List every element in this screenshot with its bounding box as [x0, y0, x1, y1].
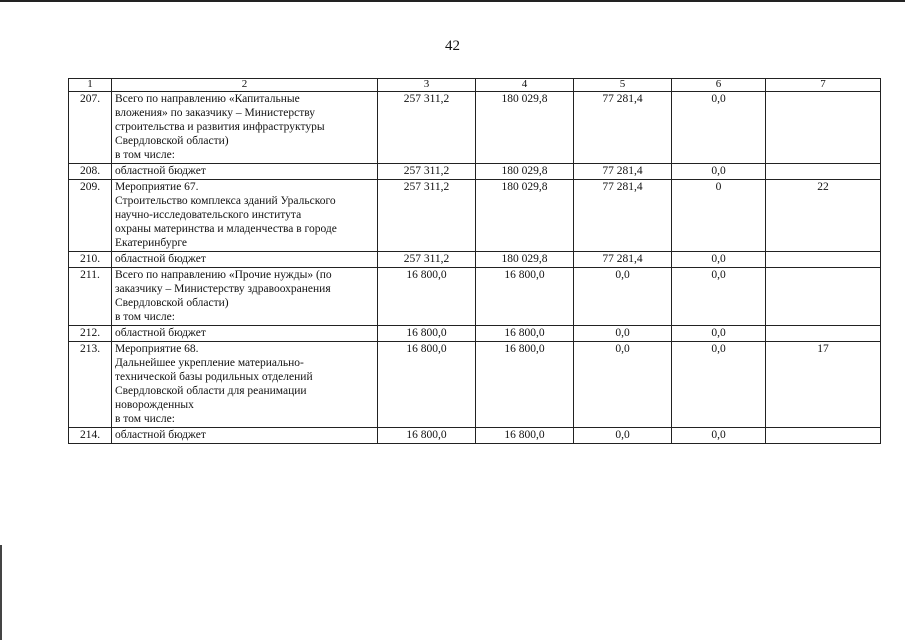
- value-col3: 257 311,2: [378, 180, 476, 252]
- row-number: 207.: [69, 92, 112, 164]
- column-header: 2: [112, 79, 378, 92]
- value-col3: 16 800,0: [378, 428, 476, 444]
- row-number: 214.: [69, 428, 112, 444]
- row-description: [112, 180, 378, 252]
- description-line: Свердловской области): [115, 135, 229, 147]
- value-col3: 16 800,0: [378, 326, 476, 342]
- table-row: [69, 180, 881, 252]
- table-row: [69, 92, 881, 164]
- value-col5: 77 281,4: [574, 180, 672, 252]
- row-description: [112, 268, 378, 326]
- description-line: охраны материнства и младенчества в городе: [115, 223, 337, 235]
- description-line: технической базы родильных отделений: [115, 371, 313, 383]
- value-col6: 0: [672, 180, 766, 252]
- row-description: [112, 92, 378, 164]
- row-description: [112, 326, 378, 342]
- value-col3: 257 311,2: [378, 164, 476, 180]
- table-body: [69, 79, 881, 444]
- value-col6: 0,0: [672, 164, 766, 180]
- page-number: 42: [445, 38, 460, 54]
- row-description: [112, 342, 378, 428]
- description-line: Дальнейшее укрепление материально-: [115, 357, 304, 369]
- row-number: 210.: [69, 252, 112, 268]
- value-col3: 257 311,2: [378, 92, 476, 164]
- description-line: областной бюджет: [115, 165, 206, 177]
- value-col6: 0,0: [672, 428, 766, 444]
- value-col7: [766, 164, 881, 180]
- table-row: [69, 342, 881, 428]
- value-col7: 17: [766, 342, 881, 428]
- table-row: [69, 164, 881, 180]
- value-col5: 77 281,4: [574, 252, 672, 268]
- value-col3: 257 311,2: [378, 252, 476, 268]
- description-line: Екатеринбурге: [115, 237, 188, 249]
- column-header: 7: [766, 79, 881, 92]
- description-line: Строительство комплекса зданий Уральского: [115, 195, 336, 207]
- description-line: областной бюджет: [115, 429, 206, 441]
- table-row: [69, 268, 881, 326]
- left-scan-edge: [0, 545, 2, 640]
- row-number: 212.: [69, 326, 112, 342]
- budget-table: [68, 78, 881, 444]
- description-line: Свердловской области): [115, 297, 229, 309]
- value-col6: 0,0: [672, 342, 766, 428]
- value-col6: 0,0: [672, 268, 766, 326]
- value-col4: 180 029,8: [476, 92, 574, 164]
- value-col7: [766, 252, 881, 268]
- value-col4: 180 029,8: [476, 252, 574, 268]
- value-col5: 77 281,4: [574, 164, 672, 180]
- value-col4: 180 029,8: [476, 180, 574, 252]
- value-col7: [766, 92, 881, 164]
- value-col7: [766, 268, 881, 326]
- column-header: 1: [69, 79, 112, 92]
- value-col7: [766, 326, 881, 342]
- value-col7: 22: [766, 180, 881, 252]
- value-col4: 16 800,0: [476, 268, 574, 326]
- description-line: научно-исследовательского института: [115, 209, 302, 221]
- description-line: Всего по направлению «Прочие нужды» (по: [115, 269, 332, 281]
- value-col3: 16 800,0: [378, 342, 476, 428]
- row-description: [112, 164, 378, 180]
- row-number: 209.: [69, 180, 112, 252]
- description-line: в том числе:: [115, 149, 175, 161]
- table-row: [69, 428, 881, 444]
- row-number: 208.: [69, 164, 112, 180]
- value-col4: 16 800,0: [476, 342, 574, 428]
- description-line: Мероприятие 68.: [115, 343, 199, 355]
- value-col3: 16 800,0: [378, 268, 476, 326]
- value-col5: 0,0: [574, 268, 672, 326]
- description-line: строительства и развития инфраструктуры: [115, 121, 325, 133]
- column-header: 6: [672, 79, 766, 92]
- header-row: [69, 79, 881, 92]
- description-line: областной бюджет: [115, 327, 206, 339]
- value-col5: 0,0: [574, 428, 672, 444]
- value-col5: 77 281,4: [574, 92, 672, 164]
- table-row: [69, 252, 881, 268]
- value-col7: [766, 428, 881, 444]
- column-header: 5: [574, 79, 672, 92]
- value-col6: 0,0: [672, 326, 766, 342]
- description-line: в том числе:: [115, 311, 175, 323]
- row-description: [112, 252, 378, 268]
- value-col4: 16 800,0: [476, 326, 574, 342]
- top-border-line: [0, 0, 905, 2]
- value-col4: 16 800,0: [476, 428, 574, 444]
- value-col6: 0,0: [672, 92, 766, 164]
- value-col6: 0,0: [672, 252, 766, 268]
- description-line: новорожденных: [115, 399, 194, 411]
- description-line: вложения» по заказчику – Министерству: [115, 107, 316, 119]
- value-col5: 0,0: [574, 342, 672, 428]
- description-line: Мероприятие 67.: [115, 181, 199, 193]
- column-header: 4: [476, 79, 574, 92]
- column-header: 3: [378, 79, 476, 92]
- value-col5: 0,0: [574, 326, 672, 342]
- description-line: Всего по направлению «Капитальные: [115, 93, 300, 105]
- row-description: [112, 428, 378, 444]
- description-line: в том числе:: [115, 413, 175, 425]
- value-col4: 180 029,8: [476, 164, 574, 180]
- table-row: [69, 326, 881, 342]
- row-number: 213.: [69, 342, 112, 428]
- description-line: областной бюджет: [115, 253, 206, 265]
- description-line: Свердловской области для реанимации: [115, 385, 307, 397]
- row-number: 211.: [69, 268, 112, 326]
- description-line: заказчику – Министерству здравоохранения: [115, 283, 331, 295]
